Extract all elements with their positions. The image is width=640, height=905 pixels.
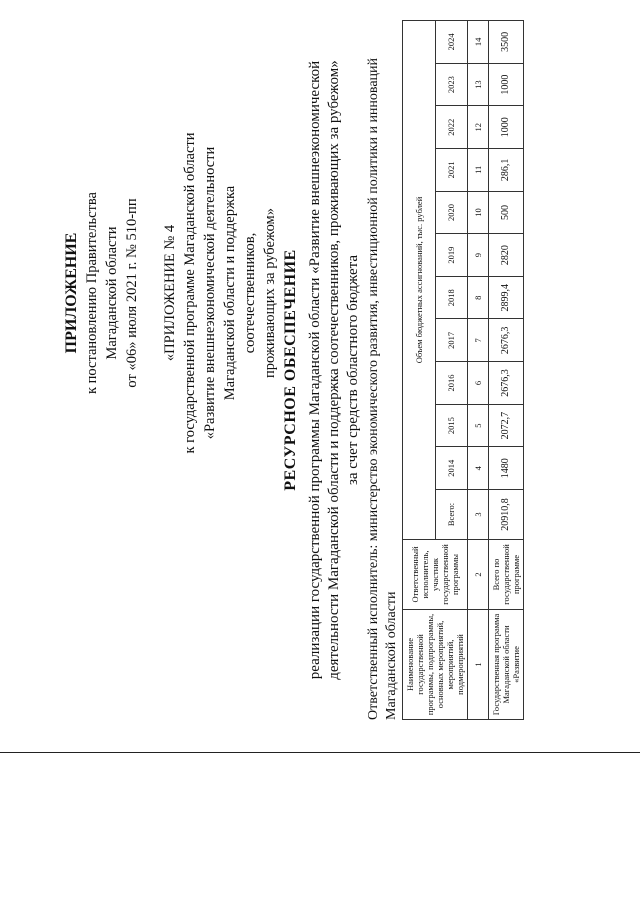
- annex-subheading: «ПРИЛОЖЕНИЕ № 4: [162, 224, 178, 362]
- row-value: 2676,3: [489, 362, 524, 405]
- annex-line: к постановлению Правительства: [84, 192, 100, 394]
- row-value: 2072,7: [489, 404, 524, 447]
- column-number: 12: [468, 106, 489, 149]
- responsible-line: Ответственный исполнитель: министерство экономического развития, инвестиционной политики и инноваций: [366, 57, 381, 720]
- annex-line: Магаданской области: [104, 226, 120, 360]
- header-year: 2021: [435, 149, 468, 192]
- column-number: 10: [468, 191, 489, 234]
- annex-block: [62, 128, 280, 458]
- column-number: 5: [468, 404, 489, 447]
- header-total: Всего:: [435, 490, 468, 540]
- column-number: 11: [468, 149, 489, 192]
- annex-heading: ПРИЛОЖЕНИЕ: [63, 232, 80, 354]
- column-number: 6: [468, 362, 489, 405]
- header-year: 2016: [435, 362, 468, 405]
- column-number: 9: [468, 234, 489, 277]
- subtitle-line: реализации государственной программы Магаданской области «Развитие внешнеэкономической: [307, 60, 323, 680]
- annex-line: к государственной программе Магаданской области: [182, 132, 198, 454]
- row-value: 3500: [489, 21, 524, 64]
- resource-table: [402, 20, 524, 720]
- header-name: Наименование государственной программы, подпрограммы, основных мероприятий, мероприятий, подмероприятий: [403, 610, 468, 720]
- annex-date: от «06» июля 2021 г. № 510-пп: [124, 198, 140, 388]
- table-header-row: [403, 21, 436, 720]
- column-number-row: [468, 21, 489, 720]
- document-title: РЕСУРСНОЕ ОБЕСПЕЧЕНИЕ: [282, 249, 299, 491]
- column-number: 2: [468, 540, 489, 610]
- header-volume: Объем бюджетных ассигнований, тыс. рублей: [403, 21, 436, 540]
- page-divider-line: [0, 752, 640, 753]
- column-number: 8: [468, 276, 489, 319]
- row-program-name: Государственная программа Магаданской области «Развитие: [489, 610, 524, 720]
- header-year: 2022: [435, 106, 468, 149]
- header-year: 2024: [435, 21, 468, 64]
- document-subtitle: [306, 20, 363, 720]
- row-responsible: Всего по государственной программе: [489, 540, 524, 610]
- row-value: 286,1: [489, 149, 524, 192]
- responsible-executor: [365, 0, 401, 720]
- annex-line: Магаданской области и поддержка соотечественников,: [222, 185, 258, 401]
- column-number: 13: [468, 63, 489, 106]
- column-number: 3: [468, 490, 489, 540]
- row-value: 2899,4: [489, 276, 524, 319]
- row-value: 1000: [489, 106, 524, 149]
- header-year: 2015: [435, 404, 468, 447]
- header-year: 2014: [435, 447, 468, 490]
- header-responsible: Ответственный исполнитель, участник государственной программы: [403, 540, 468, 610]
- column-number: 4: [468, 447, 489, 490]
- header-year: 2020: [435, 191, 468, 234]
- subtitle-line: за счет средств областного бюджета: [345, 254, 361, 486]
- responsible-line: Магаданской области: [384, 591, 399, 720]
- header-year: 2019: [435, 234, 468, 277]
- row-value: 500: [489, 191, 524, 234]
- row-value: 2820: [489, 234, 524, 277]
- table-row: [489, 21, 524, 720]
- column-number: 14: [468, 21, 489, 64]
- row-value: 1000: [489, 63, 524, 106]
- row-total: 20910,8: [489, 490, 524, 540]
- column-number: 7: [468, 319, 489, 362]
- column-number: 1: [468, 610, 489, 720]
- row-value: 1480: [489, 447, 524, 490]
- header-year: 2018: [435, 276, 468, 319]
- header-year: 2017: [435, 319, 468, 362]
- annex-line: проживающих за рубежом»: [262, 208, 278, 378]
- subtitle-line: деятельности Магаданской области и поддержка соотечественников, проживающих за рубежом»: [326, 60, 342, 680]
- annex-line: «Развитие внешнеэкономической деятельности: [202, 146, 218, 440]
- header-year: 2023: [435, 63, 468, 106]
- row-value: 2676,3: [489, 319, 524, 362]
